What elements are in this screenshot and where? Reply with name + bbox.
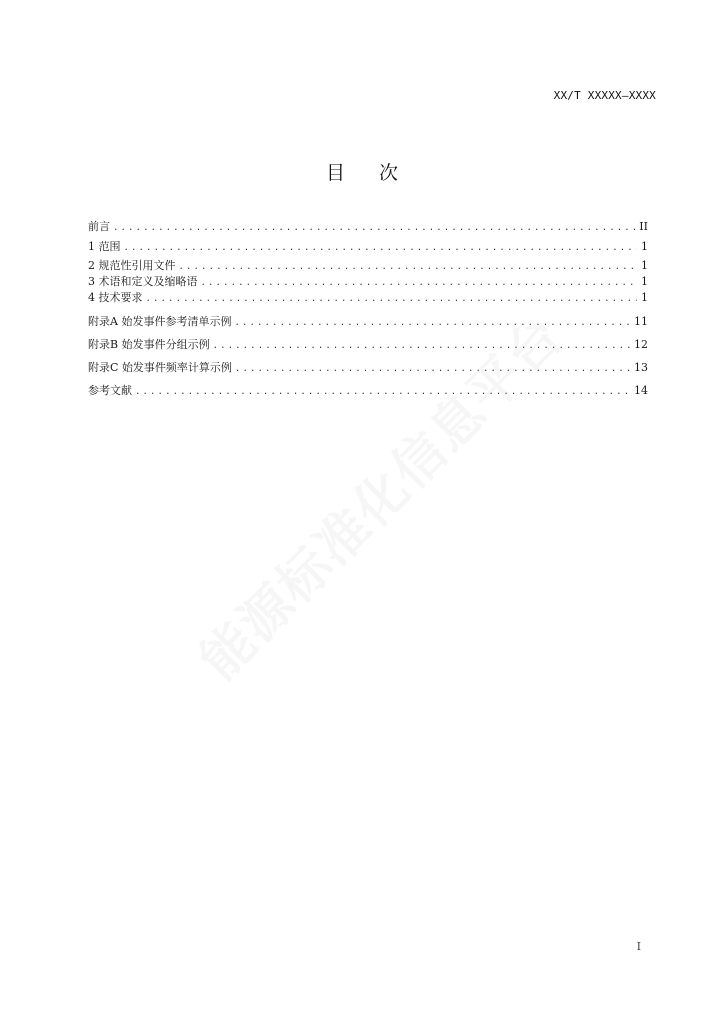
toc-entry[interactable] — [88, 258, 648, 274]
toc-entry-label: 附录B 始发事件分组示例 — [88, 338, 210, 351]
toc-entry-page: II — [639, 220, 648, 233]
toc-entry-label: 前言 — [88, 220, 110, 233]
toc-leader-dots — [146, 291, 638, 307]
toc-entry-label: 2 规范性引用文件 — [88, 259, 176, 272]
toc-entry[interactable] — [88, 290, 648, 310]
toc-entry[interactable] — [88, 383, 648, 406]
toc-leader-dots — [201, 275, 638, 291]
toc-leader-dots — [179, 259, 638, 275]
toc-entry-label: 3 术语和定义及缩略语 — [88, 275, 198, 288]
table-of-contents — [88, 219, 648, 406]
toc-entry-label: 1 范围 — [88, 239, 121, 253]
toc-entry-page: 13 — [634, 361, 648, 374]
toc-leader-dots — [124, 240, 638, 256]
toc-entry-page: 14 — [634, 384, 648, 397]
toc-entry[interactable] — [88, 314, 648, 337]
toc-entry-label: 4 技术要求 — [88, 291, 143, 304]
toc-entry-page: 1 — [641, 291, 648, 304]
toc-entry[interactable] — [88, 239, 648, 259]
toc-entry[interactable] — [88, 274, 648, 290]
toc-entry-label: 附录A 始发事件参考清单示例 — [88, 315, 232, 328]
toc-title-char-1: 目 — [325, 162, 345, 184]
page-number: I — [636, 940, 641, 953]
toc-entry-page: 11 — [634, 315, 648, 328]
toc-entry-label: 参考文献 — [88, 384, 132, 397]
toc-entry-label: 附录C 始发事件频率计算示例 — [88, 361, 232, 374]
toc-entry-page: 1 — [641, 239, 648, 253]
toc-leader-dots — [113, 220, 636, 236]
toc-leader-dots — [234, 315, 631, 331]
document-code: XX/T XXXXX—XXXX — [553, 89, 656, 102]
toc-title — [0, 158, 724, 185]
toc-entry-page: 12 — [634, 338, 648, 351]
toc-leader-dots — [235, 361, 631, 377]
toc-entry[interactable] — [88, 219, 648, 239]
toc-leader-dots — [135, 384, 631, 400]
watermark: 能源标准化信息平台 — [189, 305, 576, 692]
toc-title-char-2: 次 — [379, 162, 399, 184]
toc-entry-page: 1 — [641, 259, 648, 272]
toc-entry-page: 1 — [641, 275, 648, 288]
toc-entry[interactable] — [88, 360, 648, 383]
